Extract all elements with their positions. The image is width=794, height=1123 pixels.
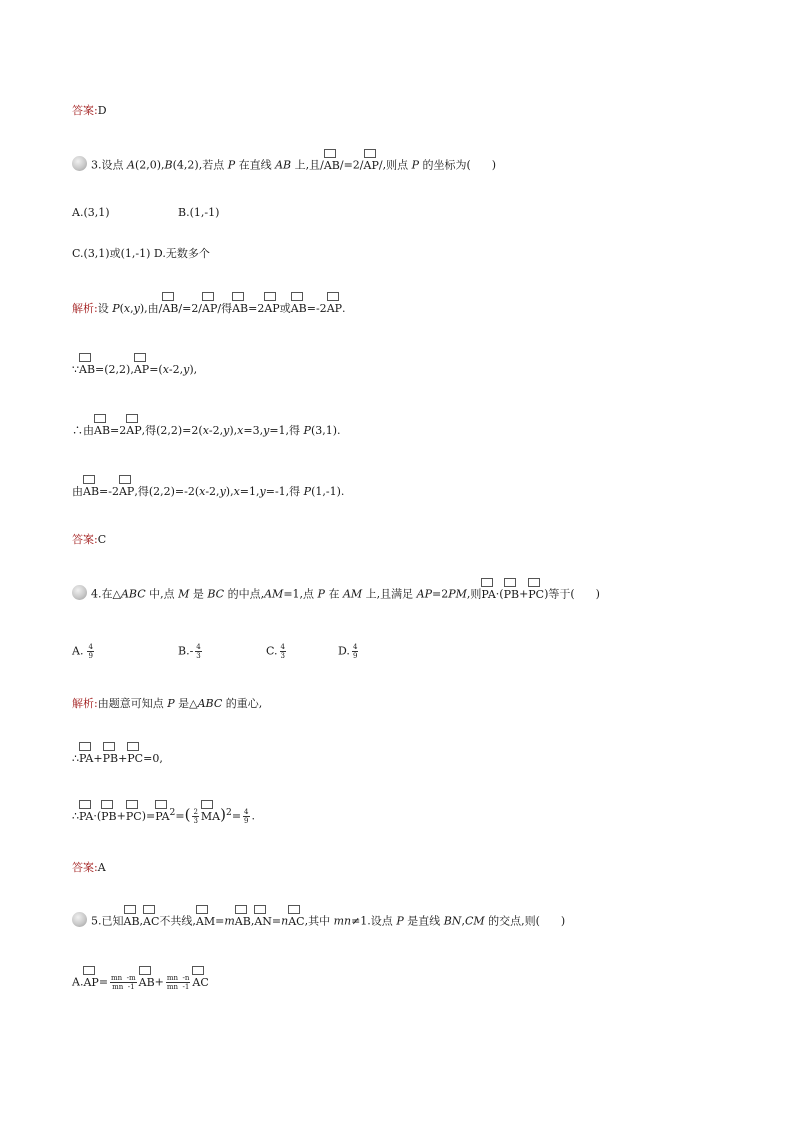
question-bullet-icon xyxy=(72,156,87,171)
solution-3-line-4: 由AB=-2AP,得(2,2)=-2(x-2,y),x=1,y=-1,得 P(1,-1). xyxy=(72,485,345,498)
option-c: C. $\frac{4}{3}$ xyxy=(266,643,285,660)
option-d: D. $\frac{4}{9}$ xyxy=(338,643,358,660)
answer-value: D xyxy=(97,104,107,117)
option-c: C.(3,1)或(1,-1) D.无数多个 xyxy=(72,247,210,260)
solution-4-line-3: $\therefore PA\cdot(PB+PC)=PA^2=$( $\frac{2}{3}$ MA)$^2$= $\frac{4}{9}$ . xyxy=(72,805,256,826)
question-bullet-icon xyxy=(72,912,87,927)
answer-value: A xyxy=(97,861,106,874)
solution-3-line-3: ∴由AB=2AP,得(2,2)=2(x-2,y),x=3,y=1,得 P(3,1). xyxy=(72,424,341,437)
question-number: 3. xyxy=(91,158,102,172)
solution-4-line-2: ∴PA+PB+PC=0, xyxy=(72,752,163,765)
solution-3-line-1: 解析:设 P(x,y),由/AB/=2/AP/得AB=2AP或AB=-2AP. xyxy=(72,302,346,315)
question-number: 4. xyxy=(91,587,102,601)
option-a: A.AP= $\frac{mn -m}{mn -1}$ AB+ $\frac{mn -n}{mn -1}$ AC xyxy=(72,974,209,991)
question-number: 5. xyxy=(91,914,102,928)
answer-line-prev: 答案:D xyxy=(72,104,107,117)
option-a: A.(3,1) xyxy=(72,206,110,219)
answer-value: C xyxy=(97,533,107,546)
question-4: 4.在△ABC 中,点 M 是 BC 的中点,AM=1,点 P 在 AM 上,且满足 AP=2PM,则PA·(PB+PC)等于( ) xyxy=(72,587,600,602)
answer-line-4: 答案:A xyxy=(72,861,106,874)
question-3: 3.设点 A(2,0),B(4,2),若点 P 在直线 AB 上,且/AB/=2/AP/,则点 P 的坐标为( ) xyxy=(72,158,496,173)
answer-label: 答案 xyxy=(72,104,94,117)
question-bullet-icon xyxy=(72,585,87,600)
option-b: B.- $\frac{4}{3}$ xyxy=(178,643,201,660)
option-d: D.无数多个 xyxy=(153,247,210,260)
solution-label: 解析 xyxy=(72,302,94,315)
question-5: 5.已知AB,AC不共线,AM=mAB,AN=nAC,其中 mn≠1.设点 P 是直线 BN,CM 的交点,则( ) xyxy=(72,914,565,929)
solution-4-line-1: 解析:由题意可知点 P 是△ABC 的重心, xyxy=(72,697,263,710)
solution-3-line-2: ∵AB=(2,2),AP=(x-2,y), xyxy=(72,363,198,376)
answer-line-3: 答案:C xyxy=(72,533,107,546)
option-a: A. $\frac{4}{9}$ xyxy=(72,643,93,660)
option-b: B.(1,-1) xyxy=(178,206,220,219)
